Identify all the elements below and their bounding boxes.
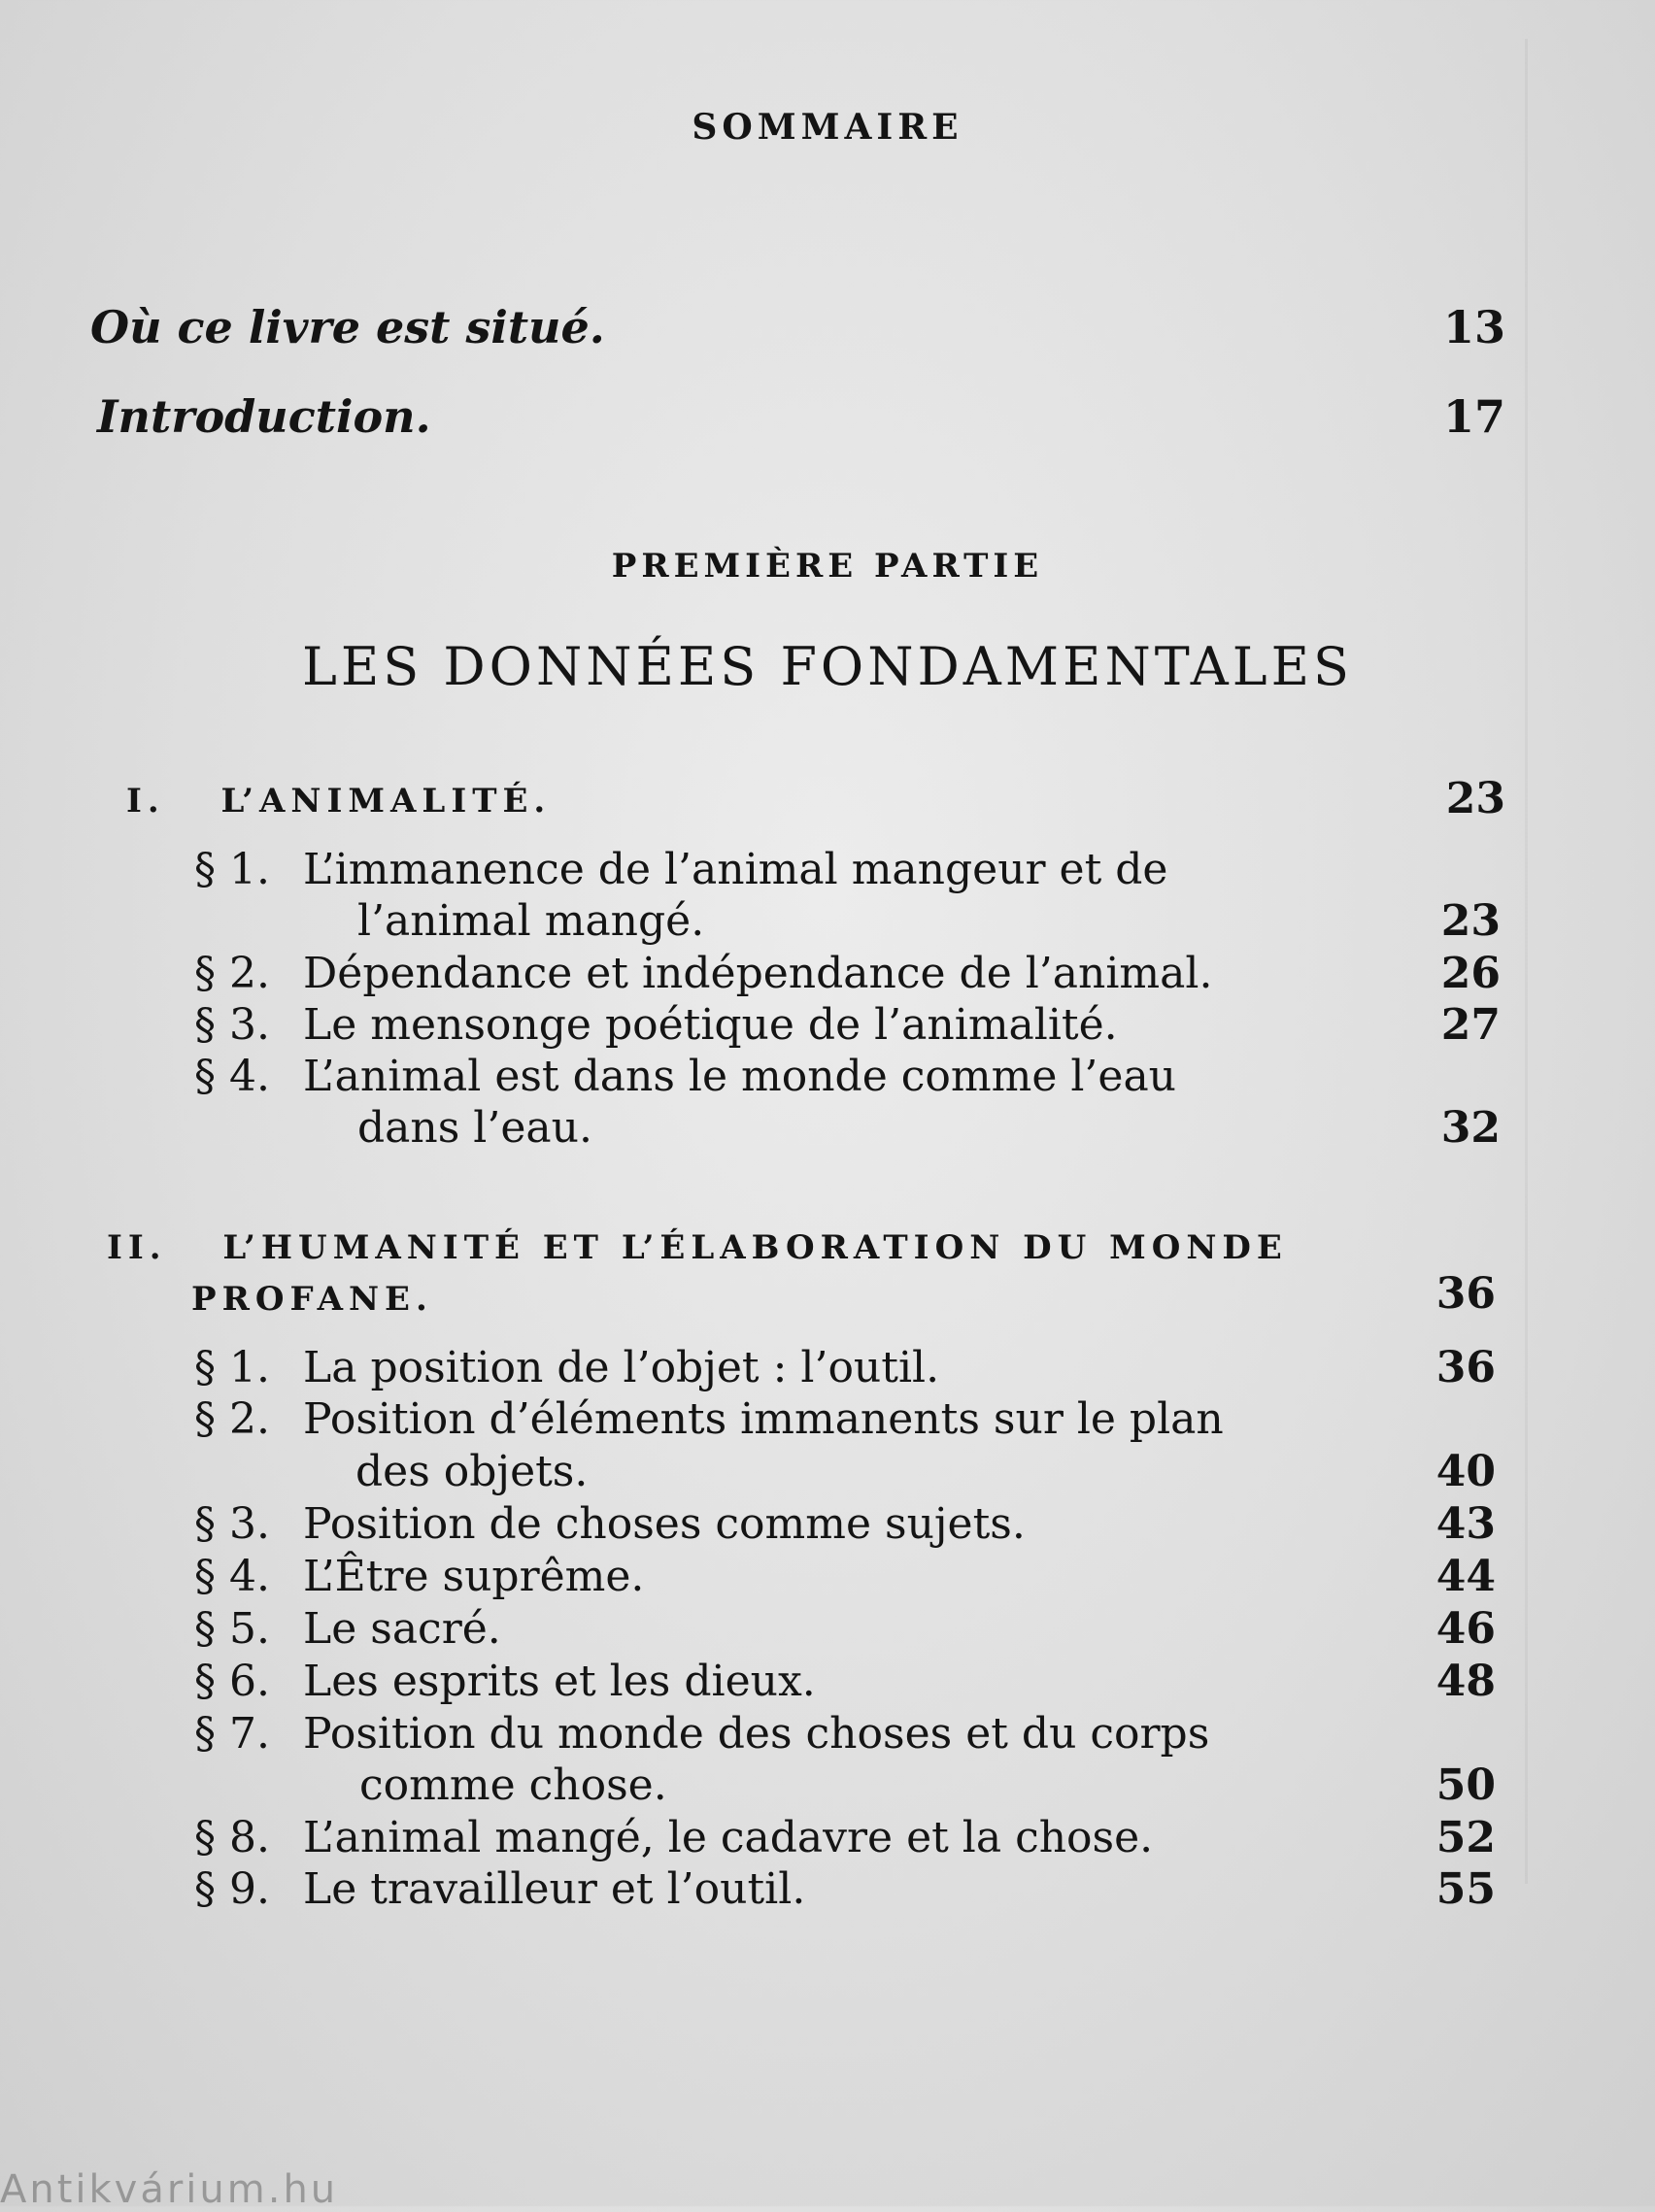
section-mark: § 2. [194,949,270,998]
section-mark: § 6. [194,1657,270,1706]
section-mark: § 2. [194,1394,270,1444]
section-mark: § 3. [194,1499,270,1549]
toc-section [194,1709,1209,1759]
section-title-line: Les esprits et les dieux. [303,1657,816,1706]
section-title-line: L’animal est dans le monde comme l’eau [303,1052,1177,1101]
section-mark: § 9. [194,1864,270,1914]
toc-section [194,845,1167,894]
section-page: 40 [1435,1447,1496,1496]
section-page: 50 [1435,1760,1496,1810]
section-page: 43 [1435,1499,1496,1549]
toc-section [194,1052,1176,1101]
section-mark: § 7. [194,1709,270,1759]
chapter-heading [126,782,551,821]
section-title-line: L’immanence de l’animal mangeur et de [303,845,1168,894]
chapter-heading [107,1228,1288,1267]
section-mark: § 4. [194,1552,270,1601]
section-title-line: l’animal mangé. [357,896,705,946]
section-title-line: La position de l’objet : l’outil. [303,1343,940,1392]
toc-entry-page: 13 [1442,301,1505,353]
section-mark: § 3. [194,1000,270,1050]
toc-entry-label: Où ce livre est situé. [90,301,605,353]
section-page: 26 [1440,949,1501,998]
watermark: Antikvárium.hu [0,2167,339,2212]
section-title-line: L’Être suprême. [303,1552,645,1601]
chapter-number: I. [126,782,165,821]
section-title-line: Dépendance et indépendance de l’animal. [303,949,1213,998]
chapter-title-line: PROFANE. [191,1280,433,1319]
chapter-page: 23 [1445,774,1505,823]
section-title-line: Le mensonge poétique de l’animalité. [303,1000,1118,1050]
section-page: 52 [1435,1813,1496,1862]
toc-section [194,1657,816,1706]
section-mark: § 1. [194,1343,270,1392]
chapter-number: II. [107,1228,167,1267]
toc-section [194,1343,939,1392]
section-page: 44 [1435,1552,1496,1601]
section-title-line: Position du monde des choses et du corps [303,1709,1210,1759]
section-title-line: comme chose. [359,1760,667,1810]
toc-section [194,1000,1118,1050]
section-title-line: Le sacré. [303,1604,501,1654]
chapter-title-line: L’HUMANITÉ ET L’ÉLABORATION DU MONDE [222,1228,1288,1267]
toc-section [194,1864,805,1914]
section-page: 48 [1435,1657,1496,1706]
chapter-page: 36 [1435,1269,1496,1319]
toc-section [194,1499,1026,1549]
section-title-line: des objets. [355,1447,589,1496]
part-title: LES DONNÉES FONDAMENTALES [301,636,1354,697]
section-title-line: Le travailleur et l’outil. [303,1864,806,1914]
toc-section [194,1813,1153,1862]
toc-entry-label: Introduction. [97,390,431,443]
section-mark: § 4. [194,1052,270,1101]
toc-section [194,1604,501,1654]
section-mark: § 8. [194,1813,270,1862]
section-page: 23 [1440,896,1501,946]
toc-section [194,1552,644,1601]
part-heading: PREMIÈRE PARTIE [611,547,1044,586]
toc-entry-page: 17 [1442,390,1505,443]
page-title: SOMMAIRE [692,107,963,148]
section-title-line: L’animal mangé, le cadavre et la chose. [303,1813,1154,1862]
section-page: 27 [1440,1000,1501,1050]
toc-section [194,949,1212,998]
section-title-line: Position d’éléments immanents sur le plan [303,1394,1224,1444]
section-mark: § 5. [194,1604,270,1654]
toc-section [194,1394,1224,1444]
chapter-title: L’ANIMALITÉ. [220,782,552,821]
section-mark: § 1. [194,845,270,894]
section-title-line: dans l’eau. [357,1103,592,1153]
section-page: 46 [1435,1604,1496,1654]
section-page: 55 [1435,1864,1496,1914]
section-page: 36 [1435,1343,1496,1392]
section-title-line: Position de choses comme sujets. [303,1499,1026,1549]
section-page: 32 [1440,1103,1501,1153]
